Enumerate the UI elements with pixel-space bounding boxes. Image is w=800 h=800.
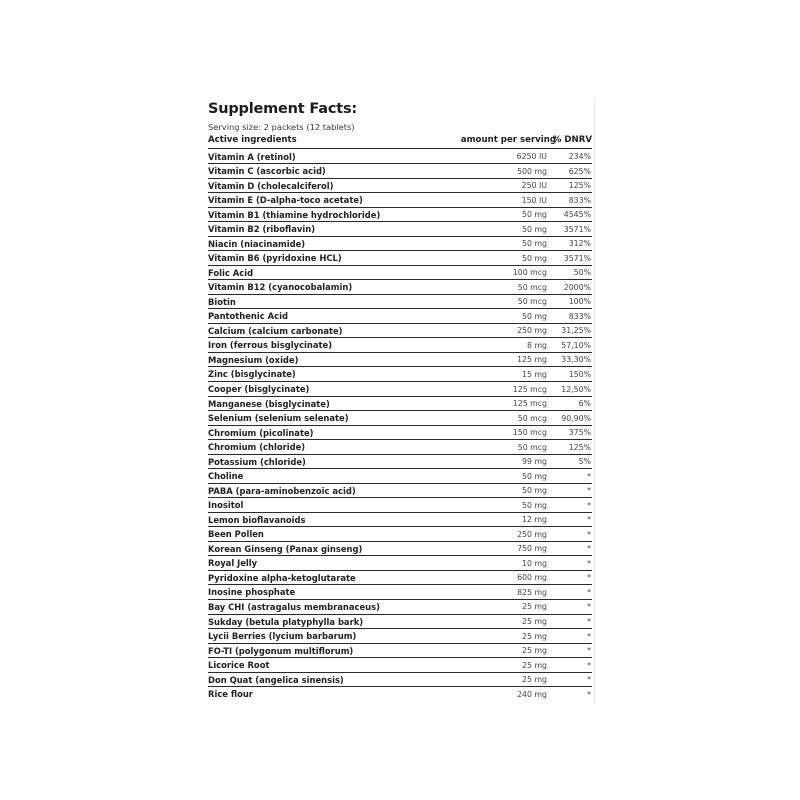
ingredient-amount: 50 mcg	[517, 413, 547, 423]
table-row	[208, 150, 592, 165]
ingredient-dnrv: 12,50%	[561, 384, 591, 394]
ingredient-name: Calcium (calcium carbonate)	[208, 325, 343, 336]
ingredient-amount: 250 mg	[517, 326, 547, 336]
table-row	[208, 455, 592, 470]
ingredient-name: Sukday (betula platyphylla bark)	[208, 616, 364, 627]
table-row	[208, 164, 592, 179]
ingredient-dnrv: 312%	[568, 239, 591, 249]
ingredient-amount: 150 mcg	[512, 428, 547, 438]
ingredient-name: Manganese (bisglycinate)	[208, 398, 330, 409]
table-row	[208, 469, 592, 484]
table-row	[208, 585, 592, 600]
ingredient-name: Cooper (bisglycinate)	[208, 384, 310, 394]
table-row	[208, 208, 592, 223]
ingredient-dnrv: *	[587, 675, 591, 685]
ingredient-dnrv: *	[587, 631, 591, 641]
table-row	[208, 179, 592, 194]
ingredient-amount: 6250 IU	[516, 152, 547, 161]
ingredient-amount: 150 IU	[521, 195, 547, 205]
table-row	[208, 324, 592, 339]
ingredient-dnrv: *	[587, 646, 591, 656]
ingredient-amount: 50 mg	[522, 224, 547, 234]
ingredient-dnrv: *	[587, 602, 591, 612]
ingredient-amount: 25 mg	[522, 646, 547, 656]
ingredient-amount: 50 mg	[522, 500, 547, 510]
ingredient-dnrv: *	[587, 558, 591, 568]
table-row	[208, 251, 592, 266]
table-row	[208, 484, 592, 499]
ingredient-dnrv: 125%	[568, 181, 591, 191]
ingredient-name: Vitamin C (ascorbic acid)	[208, 166, 326, 177]
ingredient-name: Pyridoxine alpha-ketoglutarate	[208, 572, 356, 583]
ingredient-amount: 50 mcg	[517, 442, 547, 452]
table-row	[208, 280, 592, 295]
table-row	[208, 673, 592, 688]
ingredient-amount: 50 mg	[522, 210, 547, 220]
table-row	[208, 687, 592, 702]
ingredient-name: Biotin	[208, 296, 236, 307]
ingredient-name: Folic Acid	[208, 267, 254, 278]
ingredient-amount: 8 mg	[527, 340, 547, 350]
ingredient-amount: 600 mg	[517, 573, 547, 583]
ingredient-amount: 125 mcg	[512, 384, 547, 394]
ingredient-amount: 750 mg	[517, 544, 547, 554]
ingredient-name: FO-TI (polygonum multiflorum)	[208, 645, 354, 656]
ingredient-dnrv: 150%	[568, 369, 591, 379]
table-row	[208, 556, 592, 571]
ingredient-name: PABA (para-aminobenzoic acid)	[208, 485, 356, 496]
table-row	[208, 367, 592, 382]
ingredient-dnrv: *	[587, 471, 591, 481]
table-row	[208, 440, 592, 455]
ingredient-name: Vitamin A (retinol)	[208, 151, 296, 162]
ingredient-dnrv: 31,25%	[561, 326, 591, 336]
ingredient-amount: 50 mg	[522, 486, 547, 496]
ingredient-name: Pantothenic Acid	[208, 311, 288, 322]
ingredient-amount: 50 mg	[522, 311, 547, 321]
ingredient-name: Niacin (niacinamide)	[208, 238, 306, 249]
ingredient-dnrv: 50%	[573, 268, 591, 278]
ingredient-name: Chromium (chloride)	[208, 442, 306, 453]
table-row	[208, 527, 592, 542]
ingredient-name: Zinc (bisglycinate)	[208, 369, 296, 380]
header-amount: amount per serving	[460, 135, 556, 145]
ingredient-dnrv: *	[587, 617, 591, 626]
ingredient-name: Vitamin B6 (pyridoxine HCL)	[208, 253, 342, 264]
ingredient-name: Vitamin D (cholecalciferol)	[208, 180, 334, 191]
ingredient-name: Lemon bioflavanoids	[208, 514, 306, 525]
supplement-facts-panel	[208, 98, 592, 704]
table-row	[208, 397, 592, 412]
table-row	[208, 615, 592, 630]
serving-size: Serving size: 2 packets (12 tablets)	[208, 122, 355, 132]
table-row	[208, 542, 592, 557]
ingredient-dnrv: 5%	[578, 457, 591, 467]
ingredient-dnrv: 100%	[568, 297, 591, 307]
ingredient-amount: 50 mcg	[517, 297, 547, 307]
ingredient-dnrv: 3571%	[563, 253, 591, 263]
ingredient-dnrv: 833%	[568, 311, 591, 321]
table-row	[208, 222, 592, 237]
ingredient-amount: 25 mg	[522, 631, 547, 641]
ingredient-dnrv: 57,10%	[561, 340, 591, 350]
ingredient-name: Inositol	[208, 500, 244, 511]
ingredient-name: Choline	[208, 471, 244, 482]
ingredient-dnrv: *	[587, 515, 591, 525]
header-ingredients: Active ingredients	[208, 135, 297, 145]
ingredient-name: Lycii Berries (lycium barbarum)	[208, 631, 357, 642]
ingredients-table	[208, 150, 592, 702]
table-row	[208, 600, 592, 615]
ingredient-name: Selenium (selenium selenate)	[208, 413, 349, 424]
ingredient-name: Vitamin B1 (thiamine hydrochloride)	[208, 209, 381, 220]
table-row	[208, 237, 592, 252]
ingredient-amount: 25 mg	[522, 675, 547, 685]
ingredient-amount: 12 mg	[522, 515, 547, 525]
ingredient-name: Vitamin B12 (cyanocobalamin)	[208, 282, 353, 293]
ingredient-dnrv: 833%	[568, 195, 591, 205]
ingredient-name: Rice flour	[208, 689, 253, 700]
ingredient-amount: 125 mcg	[512, 399, 547, 409]
ingredient-dnrv: *	[587, 544, 591, 554]
ingredient-amount: 250 IU	[521, 181, 547, 191]
table-row	[208, 193, 592, 208]
ingredient-dnrv: 6%	[578, 399, 591, 409]
ingredient-dnrv: 33,30%	[561, 355, 591, 365]
ingredient-amount: 50 mg	[522, 239, 547, 249]
ingredient-name: Licorice Root	[208, 660, 270, 671]
ingredient-amount: 240 mg	[517, 689, 547, 699]
header-dnrv: % DNRV	[552, 135, 592, 145]
ingredient-dnrv: 4545%	[563, 210, 591, 220]
table-row	[208, 629, 592, 644]
ingredient-amount: 825 mg	[517, 587, 547, 597]
ingredient-dnrv: 90,90%	[561, 413, 591, 423]
ingredient-amount: 10 mg	[522, 558, 547, 568]
ingredient-amount: 50 mg	[522, 253, 547, 263]
table-row	[208, 338, 592, 353]
ingredient-dnrv: *	[587, 500, 591, 510]
table-row	[208, 498, 592, 513]
ingredient-name: Vitamin B2 (riboflavin)	[208, 224, 316, 235]
ingredient-dnrv: *	[587, 689, 591, 699]
ingredient-amount: 99 mg	[522, 457, 547, 467]
panel-title: Supplement Facts:	[208, 101, 357, 117]
ingredient-name: Been Pollen	[208, 529, 264, 540]
ingredient-dnrv: *	[587, 529, 591, 539]
ingredient-name: Korean Ginseng (Panax ginseng)	[208, 543, 363, 554]
ingredient-dnrv: *	[587, 660, 591, 670]
ingredient-name: Magnesium (oxide)	[208, 354, 299, 365]
ingredient-dnrv: 125%	[568, 442, 591, 452]
table-row	[208, 658, 592, 673]
ingredient-amount: 50 mg	[522, 471, 547, 481]
table-row	[208, 426, 592, 441]
ingredient-name: Bay CHI (astragalus membranaceus)	[208, 601, 380, 612]
ingredient-dnrv: *	[587, 573, 591, 583]
ingredient-dnrv: 3571%	[563, 224, 591, 234]
table-row	[208, 266, 592, 281]
ingredient-amount: 25 mg	[522, 660, 547, 670]
ingredient-amount: 25 mg	[522, 602, 547, 612]
table-header	[208, 134, 592, 149]
ingredient-amount: 50 mcg	[517, 282, 547, 292]
table-row	[208, 513, 592, 528]
ingredient-dnrv: 375%	[568, 428, 591, 438]
ingredient-name: Potassium (chloride)	[208, 456, 306, 467]
ingredient-amount: 15 mg	[522, 369, 547, 379]
ingredient-dnrv: 625%	[568, 166, 591, 176]
table-row	[208, 309, 592, 324]
ingredient-amount: 25 mg	[522, 617, 547, 626]
ingredient-amount: 500 mg	[517, 166, 547, 176]
ingredient-name: Royal Jelly	[208, 558, 258, 569]
ingredient-name: Vitamin E (D-alpha-toco acetate)	[208, 195, 363, 206]
table-row	[208, 382, 592, 397]
table-row	[208, 295, 592, 310]
ingredient-name: Iron (ferrous bisglycinate)	[208, 340, 333, 351]
table-row	[208, 644, 592, 659]
ingredient-name: Chromium (picolinate)	[208, 427, 314, 438]
table-row	[208, 411, 592, 426]
ingredient-dnrv: 2000%	[563, 282, 591, 292]
ingredient-name: Don Quat (angelica sinensis)	[208, 674, 344, 685]
ingredient-dnrv: *	[587, 587, 591, 597]
ingredient-name: Inosine phosphate	[208, 587, 296, 598]
table-row	[208, 353, 592, 368]
ingredient-amount: 125 mg	[517, 355, 547, 365]
ingredient-amount: 250 mg	[517, 529, 547, 539]
ingredient-dnrv: *	[587, 486, 591, 496]
table-row	[208, 571, 592, 586]
page-edge-divider	[594, 98, 595, 704]
ingredient-amount: 100 mcg	[512, 268, 547, 278]
ingredient-dnrv: 234%	[568, 152, 591, 161]
